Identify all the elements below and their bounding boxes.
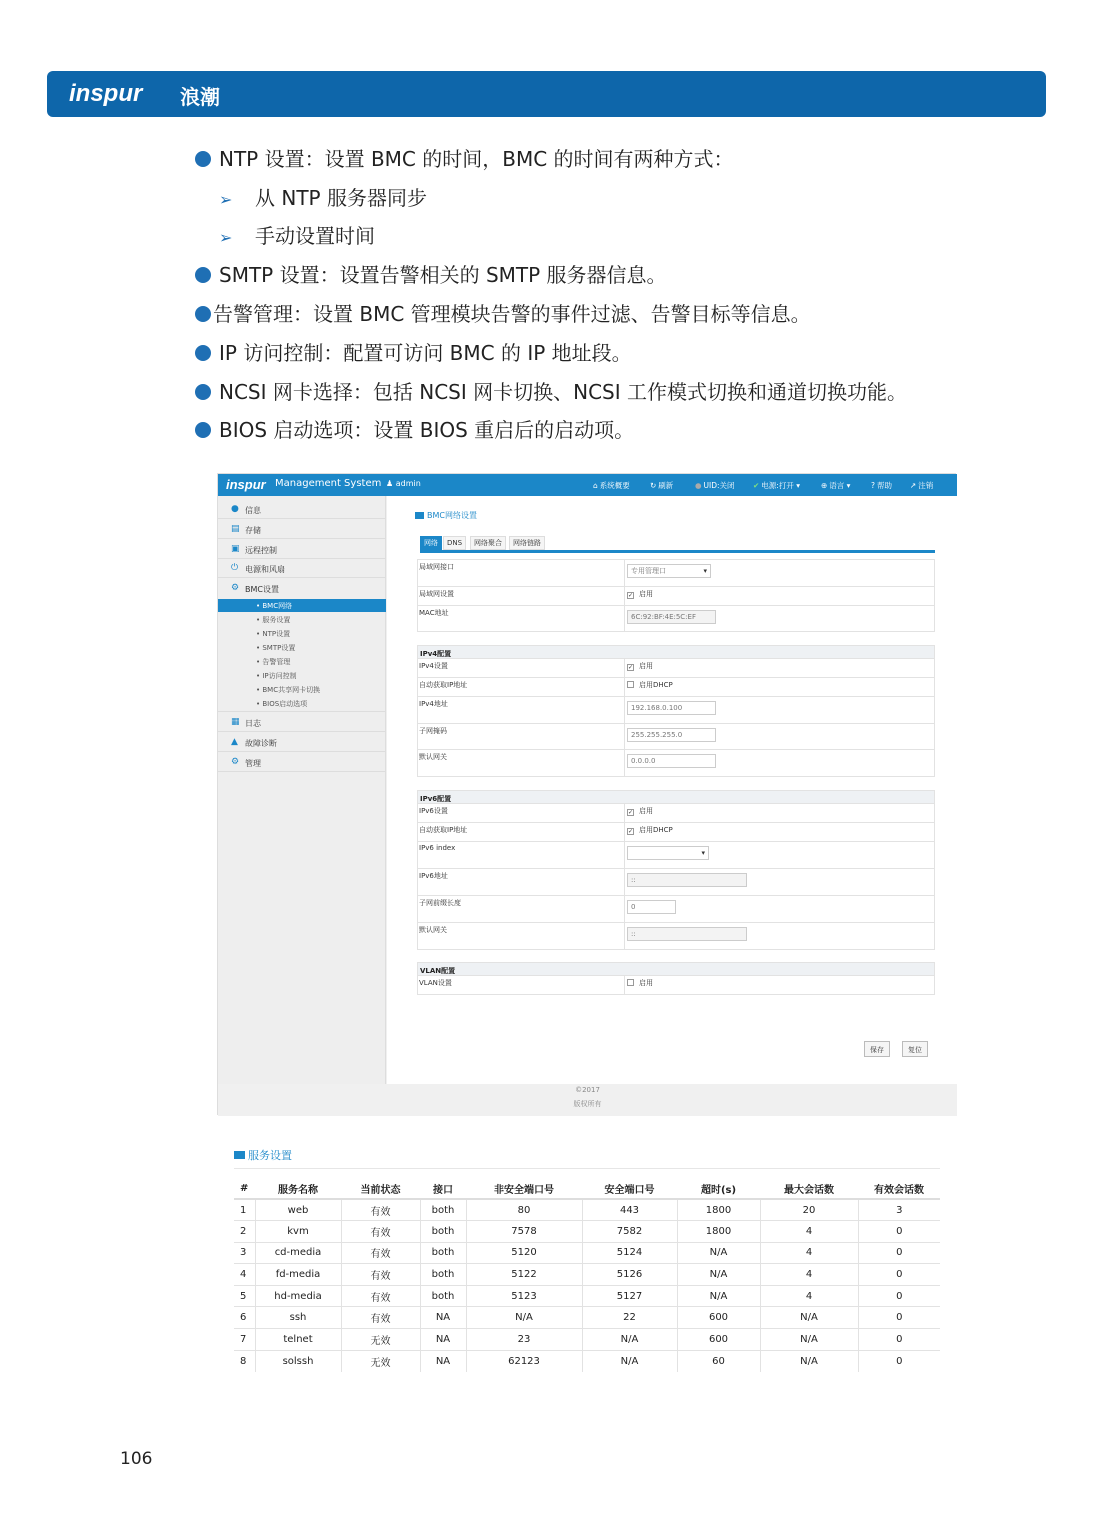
vlan-section-header: VLAN配置	[417, 962, 935, 976]
storage-icon: ▤	[231, 524, 240, 534]
bullet-dot-icon	[195, 151, 211, 167]
table-cell: 0	[858, 1329, 940, 1351]
sub-bullet-item: ➢ 手动设置时间	[219, 222, 375, 250]
table-cell: 5126	[582, 1264, 677, 1286]
table-cell: 有效	[341, 1285, 420, 1307]
table-cell: 1800	[677, 1199, 760, 1221]
table-cell: 无效	[341, 1350, 420, 1372]
table-cell: 3	[234, 1242, 255, 1264]
table-cell: N/A	[582, 1329, 677, 1351]
table-row[interactable]	[234, 1350, 940, 1372]
arrow-right-icon: ➢	[219, 228, 233, 247]
lan-port-row: 局域网接口 专用管理口 ▾	[417, 559, 935, 587]
sidebar	[218, 496, 386, 1084]
inspur-logo-cn: 浪潮	[180, 85, 220, 109]
sidebar-item-diagnosis[interactable]: ▲ 故障诊断	[218, 733, 386, 752]
ipv4-gateway-row: 默认网关 0.0.0.0	[417, 750, 935, 777]
ipv4-dhcp-row: 自动获取IP地址 启用DHCP	[417, 678, 935, 697]
lan-setting-row: 局域网设置 ✓ 启用	[417, 587, 935, 606]
table-row[interactable]	[234, 1199, 940, 1221]
ipv4-address-row: IPv4地址 192.168.0.100	[417, 697, 935, 724]
tab-bar	[420, 533, 935, 553]
ipv6-prefix-row: 子网前缀长度 0	[417, 896, 935, 923]
table-cell: both	[420, 1285, 466, 1307]
ipv6-dhcp-checkbox[interactable]: ✓	[628, 828, 634, 835]
table-cell: 60	[677, 1350, 760, 1372]
table-cell: 有效	[341, 1307, 420, 1329]
menu-overview[interactable]: ⌂ 系统概要	[593, 481, 630, 490]
bmc-logo: inspur	[226, 477, 266, 492]
table-cell: 2	[234, 1221, 255, 1243]
sidebar-sub-alert[interactable]: • 告警管理	[256, 658, 291, 666]
ipv4-enable-checkbox[interactable]: ✓	[628, 664, 634, 671]
top-navbar	[218, 474, 957, 496]
table-cell: kvm	[255, 1221, 341, 1243]
table-cell: 5120	[466, 1242, 582, 1264]
table-cell: NA	[420, 1307, 466, 1329]
globe-icon: ⊕	[821, 481, 828, 490]
ipv6-dhcp-row: 自动获取IP地址 ✓ 启用DHCP	[417, 823, 935, 842]
ipv6-index-select[interactable]	[627, 846, 709, 860]
tab-dns[interactable]: DNS	[443, 536, 466, 550]
footer-copyright: ©2017	[575, 1086, 600, 1094]
menu-uid[interactable]: ● UID:关闭	[695, 481, 735, 490]
tab-link[interactable]: 网络链路	[509, 536, 545, 550]
bullet-dot-icon	[195, 384, 211, 400]
table-cell: 4	[760, 1264, 858, 1286]
lan-port-select[interactable]: 专用管理口 ▾	[627, 564, 711, 578]
ipv4-subnet-row: 子网掩码 255.255.255.0	[417, 724, 935, 750]
table-cell: 无效	[341, 1329, 420, 1351]
table-cell: hd-media	[255, 1285, 341, 1307]
cogs-icon: ⚙	[231, 757, 240, 767]
table-cell: 3	[858, 1199, 940, 1221]
ipv6-enable-checkbox[interactable]: ✓	[628, 809, 634, 816]
ipv4-subnet-input[interactable]: 255.255.255.0	[627, 728, 716, 742]
table-cell: 0	[858, 1350, 940, 1372]
table-cell: 600	[677, 1307, 760, 1329]
ipv6-section-header: IPv6配置	[417, 790, 935, 804]
bullet-item: IP 访问控制：配置可访问 BMC 的 IP 地址段。	[195, 339, 632, 367]
sidebar-item-info[interactable]: ● 信息	[218, 500, 386, 519]
table-cell: 5123	[466, 1285, 582, 1307]
sidebar-sub-network[interactable]: • BMC网络	[218, 599, 386, 612]
table-cell: N/A	[760, 1350, 858, 1372]
ipv4-gateway-input[interactable]: 0.0.0.0	[627, 754, 716, 768]
table-cell: N/A	[760, 1307, 858, 1329]
table-cell: 80	[466, 1199, 582, 1221]
table-cell: N/A	[677, 1285, 760, 1307]
table-row[interactable]	[234, 1242, 940, 1264]
home-icon: ⌂	[593, 481, 598, 490]
table-cell: 5	[234, 1285, 255, 1307]
user-icon: ♟	[386, 479, 394, 488]
tab-network[interactable]: 网络	[420, 536, 442, 550]
bullet-item: 告警管理：设置 BMC 管理模块告警的事件过滤、告警目标等信息。	[195, 300, 811, 328]
table-cell: 4	[760, 1242, 858, 1264]
table-cell: solssh	[255, 1350, 341, 1372]
bullet-dot-icon	[195, 422, 211, 438]
grid-icon	[415, 512, 424, 519]
table-cell: 1800	[677, 1221, 760, 1243]
table-cell: 7582	[582, 1221, 677, 1243]
table-cell: ssh	[255, 1307, 341, 1329]
table-cell: 62123	[466, 1350, 582, 1372]
logout-icon: ↗	[910, 481, 917, 490]
table-cell: 有效	[341, 1264, 420, 1286]
table-cell: 600	[677, 1329, 760, 1351]
table-cell: 0	[858, 1221, 940, 1243]
table-cell: 5124	[582, 1242, 677, 1264]
table-cell: 0	[858, 1307, 940, 1329]
table-cell: both	[420, 1221, 466, 1243]
mac-row: MAC地址 6C:92:BF:4E:5C:EF	[417, 606, 935, 632]
service-settings-title: 服务设置	[234, 1147, 292, 1163]
ipv6-gateway-row: 默认网关 ::	[417, 923, 935, 950]
ipv4-setting-row: IPv4设置 ✓ 启用	[417, 659, 935, 678]
table-cell: NA	[420, 1350, 466, 1372]
table-cell: both	[420, 1264, 466, 1286]
table-cell: 4	[234, 1264, 255, 1286]
table-cell: cd-media	[255, 1242, 341, 1264]
sidebar-sub-bios[interactable]: • BIOS启动选项	[218, 697, 386, 712]
table-cell: N/A	[677, 1264, 760, 1286]
ipv4-address-input[interactable]: 192.168.0.100	[627, 701, 716, 715]
menu-help[interactable]: ? 帮助	[871, 481, 892, 490]
page-number: 106	[120, 1449, 153, 1469]
sidebar-sub-smtp[interactable]: • SMTP设置	[256, 644, 296, 652]
table-cell: 20	[760, 1199, 858, 1221]
bullet-item: BIOS 启动选项：设置 BIOS 重启后的启动项。	[195, 416, 634, 444]
table-row[interactable]	[234, 1221, 940, 1243]
table-cell: both	[420, 1242, 466, 1264]
vlan-row: VLAN设置 启用	[417, 976, 935, 995]
sidebar-item-remote[interactable]: ▣ 远程控制	[218, 540, 386, 559]
log-icon: ▦	[231, 717, 240, 727]
sub-bullet-item: ➢ 从 NTP 服务器同步	[219, 184, 427, 212]
table-cell: 7	[234, 1329, 255, 1351]
bullet-item: NCSI 网卡选择：包括 NCSI 网卡切换、NCSI 工作模式切换和通道切换功能。	[195, 378, 907, 406]
divider	[234, 1168, 940, 1169]
page-footer	[218, 1084, 957, 1116]
table-cell: 8	[234, 1350, 255, 1372]
bullet-item: SMTP 设置：设置告警相关的 SMTP 服务器信息。	[195, 261, 667, 289]
sidebar-sub-ncsi[interactable]: • BMC共享网卡切换	[256, 686, 321, 694]
sidebar-item-bmc[interactable]: ⚙ BMC设置	[231, 583, 279, 594]
warning-icon: ▲	[231, 737, 238, 747]
table-cell: 1	[234, 1199, 255, 1221]
page-title: BMC网络设置	[415, 510, 477, 521]
check-icon: ✔	[753, 481, 760, 490]
table-cell: 443	[582, 1199, 677, 1221]
table-cell: 0	[858, 1285, 940, 1307]
table-cell: N/A	[582, 1350, 677, 1372]
vlan-enable-checkbox[interactable]	[627, 979, 634, 986]
table-row[interactable]	[234, 1285, 940, 1307]
uid-dot-icon: ●	[695, 481, 702, 490]
table-cell: N/A	[466, 1307, 582, 1329]
sidebar-item-manage[interactable]: ⚙ 管理	[218, 753, 386, 772]
table-cell: telnet	[255, 1329, 341, 1351]
table-cell: 4	[760, 1221, 858, 1243]
menu-refresh[interactable]: ↻ 刷新	[650, 481, 674, 490]
table-cell: 7578	[466, 1221, 582, 1243]
table-cell: 有效	[341, 1221, 420, 1243]
table-cell: 5127	[582, 1285, 677, 1307]
tab-bonding[interactable]: 网络聚合	[470, 536, 506, 550]
table-cell: 有效	[341, 1242, 420, 1264]
table-cell: 0	[858, 1264, 940, 1286]
table-cell: 23	[466, 1329, 582, 1351]
bullet-item: NTP 设置：设置 BMC 的时间，BMC 的时间有两种方式：	[195, 145, 734, 173]
ipv6-prefix-input[interactable]: 0	[627, 900, 676, 914]
gear-icon: ⚙	[231, 583, 240, 593]
menu-logout[interactable]: ↗ 注销	[910, 481, 934, 490]
table-cell: both	[420, 1199, 466, 1221]
document-header	[47, 71, 1046, 117]
ipv4-dhcp-checkbox[interactable]	[627, 681, 634, 688]
table-cell: 22	[582, 1307, 677, 1329]
table-row[interactable]	[234, 1264, 940, 1286]
refresh-icon: ↻	[650, 481, 657, 490]
table-cell: 4	[760, 1285, 858, 1307]
table-cell: N/A	[760, 1329, 858, 1351]
table-row[interactable]	[234, 1329, 940, 1351]
ipv6-address-input[interactable]: ::	[627, 873, 747, 887]
table-cell: 6	[234, 1307, 255, 1329]
bullet-dot-icon	[195, 345, 211, 361]
table-cell: fd-media	[255, 1264, 341, 1286]
sidebar-item-log[interactable]: ▦ 日志	[218, 713, 386, 732]
inspur-logo: inspur	[69, 80, 143, 107]
table-header-row: # 服务名称 当前状态 接口 非安全端口号 安全端口号 超时(s) 最大会话数 有效会话数	[234, 1179, 940, 1199]
sidebar-item-storage[interactable]: ▤ 存储	[218, 520, 386, 539]
arrow-right-icon: ➢	[219, 190, 233, 209]
footer-rights: 版权所有	[573, 1100, 602, 1108]
service-table	[234, 1179, 940, 1372]
ipv6-address-row: IPv6地址 ::	[417, 869, 935, 896]
system-name: Management System	[275, 478, 382, 489]
lan-enable-checkbox[interactable]: ✓	[628, 592, 634, 599]
chevron-down-icon: ▾	[703, 567, 707, 575]
table-cell: 0	[858, 1242, 940, 1264]
chevron-down-icon: ▾	[701, 849, 705, 857]
table-cell: NA	[420, 1329, 466, 1351]
table-cell: N/A	[677, 1242, 760, 1264]
bullet-dot-icon	[195, 306, 211, 322]
grid-icon	[234, 1151, 245, 1159]
ipv4-section-header: IPv4配置	[417, 645, 935, 659]
main-panel	[387, 496, 957, 1084]
table-cell: 5122	[466, 1264, 582, 1286]
mac-field: 6C:92:BF:4E:5C:EF	[627, 610, 716, 624]
sidebar-sub-service[interactable]: • 服务设置	[256, 616, 291, 624]
remote-icon: ▣	[231, 544, 240, 554]
table-row[interactable]	[234, 1307, 940, 1329]
reset-button[interactable]: 复位	[902, 1041, 928, 1057]
sidebar-sub-ntp[interactable]: • NTP设置	[256, 630, 291, 638]
info-icon: ●	[231, 504, 239, 514]
bullet-dot-icon	[195, 267, 211, 283]
ipv6-gateway-input[interactable]: ::	[627, 927, 747, 941]
sidebar-sub-ip-access[interactable]: • IP访问控制	[256, 672, 297, 680]
ipv6-setting-row: IPv6设置 ✓ 启用	[417, 804, 935, 823]
menu-language[interactable]: ⊕ 语言 ▾	[821, 481, 851, 490]
table-cell: 有效	[341, 1199, 420, 1221]
help-icon: ?	[871, 481, 875, 490]
bmc-screenshot	[217, 473, 956, 1115]
sidebar-item-power[interactable]: ⏻ 电源和风扇	[218, 559, 386, 578]
power-icon: ⏻	[231, 563, 239, 573]
menu-power[interactable]: ✔ 电源:打开 ▾	[753, 481, 800, 490]
save-button[interactable]: 保存	[864, 1041, 890, 1057]
table-cell: web	[255, 1199, 341, 1221]
ipv6-index-row: IPv6 index ▾	[417, 842, 935, 869]
user-menu[interactable]: ♟ admin	[386, 479, 421, 488]
